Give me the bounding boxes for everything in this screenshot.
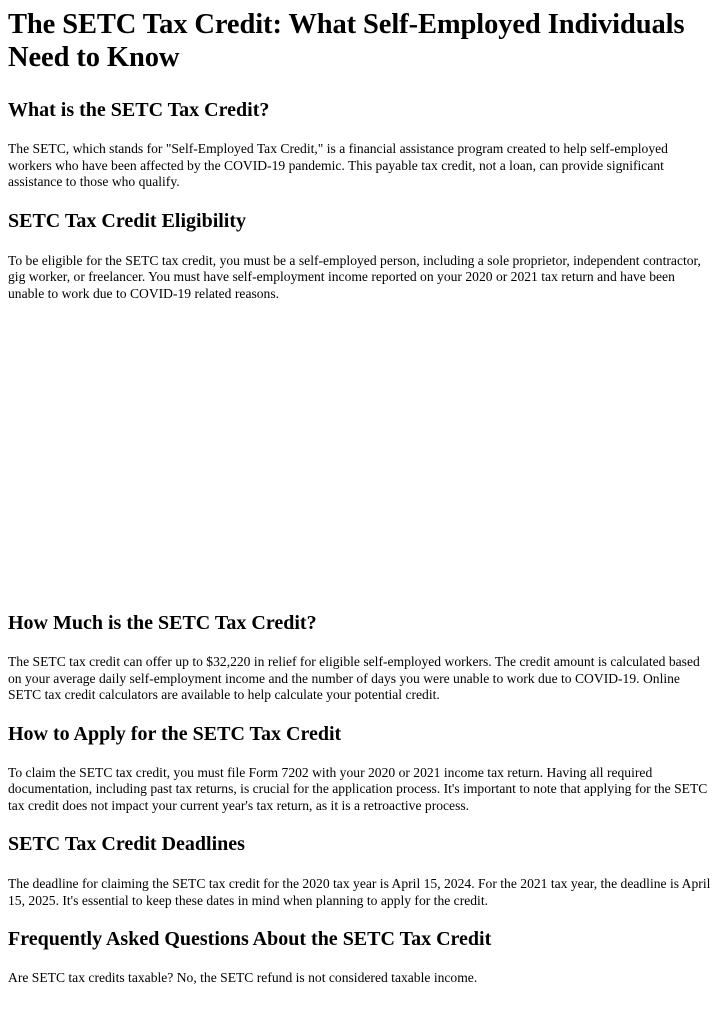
section-heading-how-much: How Much is the SETC Tax Credit? — [8, 612, 317, 634]
section-body-eligibility: To be eligible for the SETC tax credit, you must be a self-employed person, including a sole proprietor, independent contractor, gig worker, or freelancer. You must have self-employment income reported on your 2020 or 2021 tax return and have been unable to work due to COVID-19 related reasons. — [8, 252, 701, 301]
article — [0, 8, 720, 987]
section-heading-how-to-apply: How to Apply for the SETC Tax Credit — [8, 722, 342, 745]
section-heading-deadlines: SETC Tax Credit Deadlines — [8, 833, 245, 855]
section-heading-what-is: What is the SETC Tax Credit? — [8, 99, 270, 121]
section-body-faq: Are SETC tax credits taxable? No, the SETC refund is not considered taxable income. — [8, 970, 478, 985]
section-body-how-to-apply: To claim the SETC tax credit, you must file Form 7202 with your 2020 or 2021 income tax return. Having all required documentation, including past tax returns, is crucial for the application process. It's important to note that applying for the SETC tax credit does not impact your current year's tax return, as it is a retroactive process. — [8, 764, 708, 813]
section-body-what-is: The SETC, which stands for "Self-Employed Tax Credit," is a financial assistance program created to help self-employed workers who have been affected by the COVID-19 pandemic. This payable tax credit, not a loan, can provide significant assistance to those who qualify. — [8, 141, 668, 189]
section-body-how-much: The SETC tax credit can offer up to $32,220 in relief for eligible self-employed workers. The credit amount is calculated based on your average daily self-employment income and the number of days you were unable to work due to COVID-19. Online SETC tax credit calculators are available to help calculate your potential credit. — [8, 654, 700, 702]
blank-content-area — [8, 302, 712, 611]
section-heading-eligibility: SETC Tax Credit Eligibility — [8, 209, 247, 232]
page-title: The SETC Tax Credit: What Self-Employed Individuals Need to Know — [8, 9, 685, 73]
section-body-deadlines: The deadline for claiming the SETC tax credit for the 2020 tax year is April 15, 2024. For the 2021 tax year, the deadline is April 15, 2025. It's essential to keep these dates in mind when planning to apply for the credit. — [8, 876, 711, 908]
section-heading-faq: Frequently Asked Questions About the SETC Tax Credit — [8, 928, 492, 950]
